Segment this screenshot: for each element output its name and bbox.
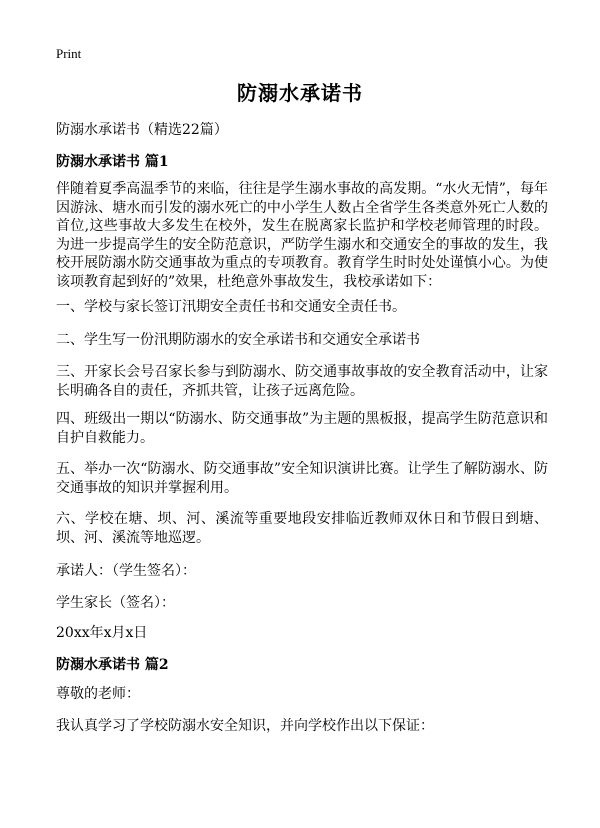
section-heading-1: 防溺水承诺书 篇1 [56, 154, 169, 170]
list-item: 二、学生写一份汛期防溺水的安全承诺书和交通安全承诺书 [56, 332, 420, 348]
list-item: 五、举办一次“防溺水、防交通事故”安全知识演讲比赛。让学生了解防溺水、防交通事故的知识并掌握利用。 [56, 461, 548, 496]
promisor-signature-line: 承诺人：（学生签名）： [56, 563, 196, 579]
list-item: 一、学校与家长签订汛期安全责任书和交通安全责任书。 [56, 299, 406, 315]
document-title: 防溺水承诺书 [237, 81, 363, 105]
greeting-line: 尊敬的老师： [56, 686, 140, 702]
document-subtitle: 防溺水承诺书（精选22篇） [56, 122, 228, 138]
section-heading-2: 防溺水承诺书 篇2 [56, 657, 169, 673]
parent-signature-line: 学生家长（签名）： [56, 595, 175, 611]
list-item: 四、班级出一期以“防溺水、防交通事故”为主题的黑板报，提高学生防范意识和自护自救能力。 [56, 411, 548, 446]
list-item: 三、开家长会号召家长参与到防溺水、防交通事故事故的安全教育活动中，让家长明确各自的责任，齐抓共管，让孩子远离危险。 [56, 364, 548, 399]
section2-body: 我认真学习了学校防溺水安全知识，并向学校作出以下保证： [56, 718, 434, 734]
print-link[interactable]: Print [56, 46, 82, 61]
date-line: 20xx年x月x日 [56, 625, 148, 641]
intro-paragraph: 伴随着夏季高温季节的来临，往往是学生溺水事故的高发期。“水火无情”，每年因游泳、塘水而引发的溺水死亡的中小学生人数占全省学生各类意外死亡人数的首位,这些事故大多发生在校外，发生在脱离家长监护和学校老师管理的时段。为进一步提高学生的安全防范意识，严防学生溺水和交通安全的事故的发生，我校开展防溺水防交通事故为重点的专项教育。教育学生时时处处谨慎小心。为使该项教育起到好的”效果，杜绝意外事故发生，我校承诺如下： [56, 181, 548, 290]
list-item: 六、学校在塘、坝、河、溪流等重要地段安排临近教师双休日和节假日到塘、坝、河、溪流等地巡逻。 [56, 511, 548, 546]
